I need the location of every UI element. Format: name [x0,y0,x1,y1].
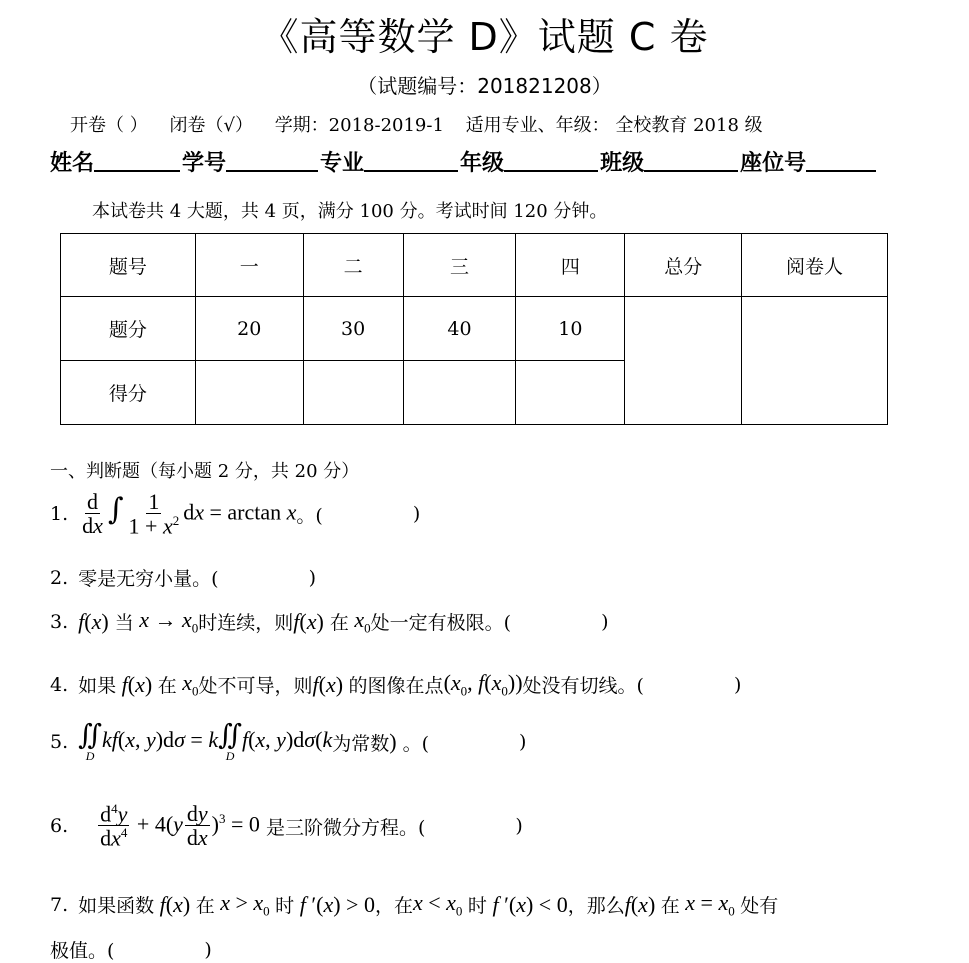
applicable-major: 适用专业、年级： 全校教育 2018 级 [465,115,763,136]
question-7-continued: 极值。( ) [50,938,212,962]
student-number-blank[interactable] [226,146,318,172]
points-1: 20 [195,297,303,361]
points-2: 30 [303,297,403,361]
score-cell-3[interactable] [403,361,516,425]
question-2: 2. 零是无穷小量。( ) [50,566,316,590]
question-6: 6. $\frac{d^4y}{dx^4}$ + 4(y $\frac{dy}{dx}$ )$^3$ = 0 是三阶微分方程。( ) [50,801,523,851]
grader-cell[interactable] [742,297,888,425]
grade-blank[interactable] [504,146,598,172]
exam-title: 《高等数学 D》试题 C 卷 [260,15,709,59]
question-number: 4. [50,673,69,696]
exam-meta [70,111,779,137]
seat-blank[interactable] [806,146,876,172]
col-header-4: 四 [516,234,625,297]
formula: $\frac{d}{dx}$ ∫ $\frac{1}{1 + x^2}$ dx = arctan x [82,489,297,539]
section-heading: 一、判断题（每小题 2 分，共 20 分） [50,461,360,482]
question-4: 4. 如果 f(x) 在 $x_0$ 处不可导，则 f(x) 的图像在点 ($x_0$, $f(x_0)$) 处没有切线。( ) [50,670,742,699]
class-label: 班级 [600,151,645,176]
question-number: 5. [50,731,69,753]
col-header-grader: 阅卷人 [742,234,888,297]
student-id-line [50,146,878,177]
points-3: 40 [403,297,516,361]
seat-label: 座位号 [740,151,807,176]
points-4: 10 [516,297,625,361]
col-header-1: 一 [195,234,303,297]
col-header-3: 三 [403,234,516,297]
row-label-points: 题分 [61,297,196,361]
question-5: 5. ∬ D kf(x, y)dσ = k ∬ D f(x, y)dσ(k 为常数 ) 。( ) [50,720,527,763]
open-book-option: 开卷（ ） [70,115,148,136]
question-1: 1. $\frac{d}{dx}$ ∫ $\frac{1}{1 + x^2}$ dx = arctan x 。( ) [50,489,421,539]
major-label: 专业 [320,151,365,176]
row-label-question: 题号 [61,234,196,297]
closed-book-option: 闭卷（√） [169,115,253,136]
col-header-total: 总分 [625,234,742,297]
question-number: 1. [50,503,69,526]
score-cell-2[interactable] [303,361,403,425]
name-blank[interactable] [94,146,180,172]
col-header-2: 二 [303,234,403,297]
exam-code: （试题编号：201821208） [357,74,612,98]
question-number: 2. [50,566,69,589]
score-cell-4[interactable] [516,361,625,425]
question-3: 3. f(x) 当 $x \to x_0$ 时连续，则 f(x) 在 $x_0$ 处一定有极限。( ) [50,607,609,636]
question-number: 6. [50,815,69,838]
question-number: 3. [50,610,69,633]
total-score-cell[interactable] [625,297,742,425]
term: 学期：2018-2019-1 [274,115,444,136]
question-7: 7. 如果函数 f(x) 在 $x > x_0$ 时 f ′(x) > 0 ，在 $x < x_0$ 时 f ′(x) < 0 ，那么 f(x) 在 $x = x_0$ 处有 [50,890,779,919]
question-number: 7. [50,893,69,916]
exam-intro: 本试卷共 4 大题，共 4 页，满分 100 分。考试时间 120 分钟。 [92,201,608,222]
student-number-label: 学号 [182,151,227,176]
grade-label: 年级 [460,151,505,176]
score-cell-1[interactable] [195,361,303,425]
formula: ∬ D kf(x, y)dσ = k ∬ D f(x, y)dσ(k [78,720,333,763]
name-label: 姓名 [50,151,95,176]
formula: $\frac{d^4y}{dx^4}$ + 4(y $\frac{dy}{dx}$ )$^3$ = 0 [100,801,260,851]
row-label-score: 得分 [61,361,196,425]
major-blank[interactable] [364,146,458,172]
class-blank[interactable] [644,146,738,172]
score-table [60,233,888,425]
